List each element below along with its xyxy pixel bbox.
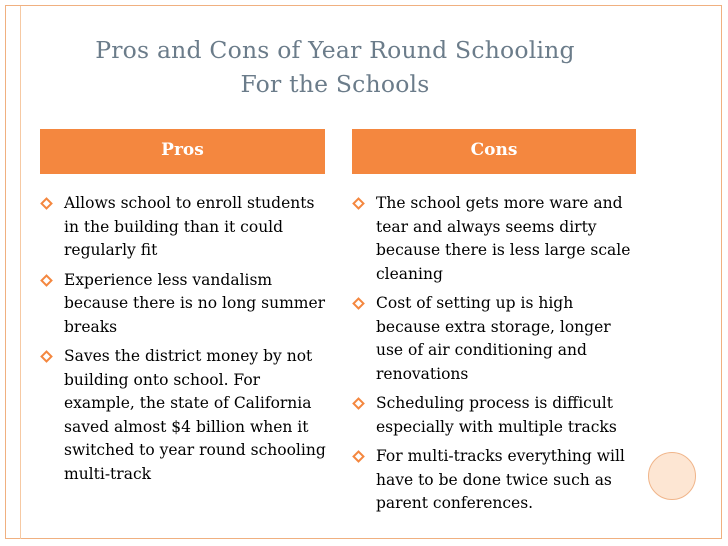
- pros-header: [40, 129, 325, 174]
- bullet-icon: [352, 397, 366, 411]
- cons-list-item: [352, 292, 642, 386]
- cons-item-text: Cost of setting up is high because extra storage, longer use of air conditioning and renovations: [376, 294, 611, 383]
- left-margin-rule: [20, 6, 21, 539]
- decorative-circle-icon: [648, 452, 696, 500]
- bullet-icon: [40, 197, 54, 211]
- pros-list-item: [40, 269, 330, 340]
- cons-item-text: For multi-tracks everything will have to be done twice such as parent conferences.: [376, 447, 625, 512]
- cons-header-label: Cons: [470, 139, 518, 160]
- cons-list: [352, 192, 642, 522]
- cons-list-item: [352, 192, 642, 286]
- cons-list-item: [352, 445, 642, 516]
- slide-title: [35, 33, 635, 101]
- pros-list-item: [40, 345, 330, 486]
- bullet-icon: [40, 350, 54, 364]
- bullet-icon: [352, 297, 366, 311]
- pros-list-item: [40, 192, 330, 263]
- pros-header-label: Pros: [161, 139, 204, 160]
- bullet-icon: [352, 450, 366, 464]
- bullet-icon: [352, 197, 366, 211]
- cons-item-text: The school gets more ware and tear and always seems dirty because there is less large scale cleaning: [376, 194, 631, 283]
- pros-item-text: Experience less vandalism because there is no long summer breaks: [64, 270, 326, 336]
- bullet-icon: [40, 274, 54, 288]
- title-line-2: For the Schools: [240, 70, 430, 98]
- cons-item-text: Scheduling process is difficult especially with multiple tracks: [376, 394, 617, 436]
- title-line-1: Pros and Cons of Year Round Schooling: [95, 36, 575, 64]
- pros-item-text: Allows school to enroll students in the building than it could regularly fit: [64, 194, 315, 259]
- cons-header: [352, 129, 636, 174]
- cons-list-item: [352, 392, 642, 439]
- pros-list: [40, 192, 330, 492]
- pros-item-text: Saves the district money by not building onto school. For example, the state of California saved almost $4 billion when it switched to year round schooling multi-track: [64, 347, 326, 483]
